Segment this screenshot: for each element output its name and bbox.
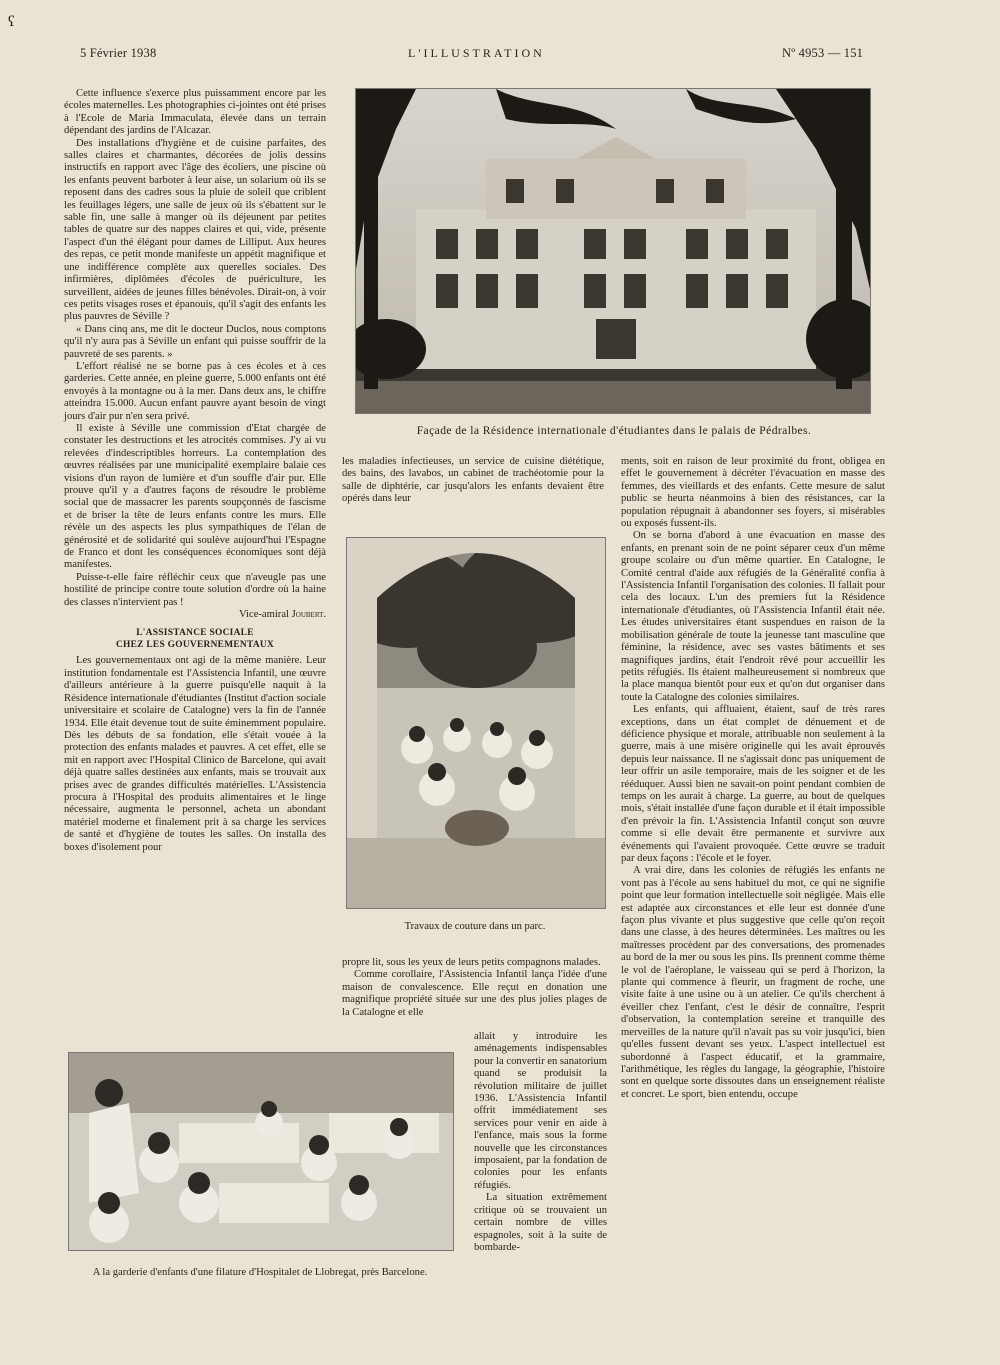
col1-paragraph: Cette influence s'exerce plus puissamment encore par les écoles maternelles. Les photographies ci-jointes ont été prises à l'Ecole de Maria Immaculata, élevée dans un terrain dépendant des jardins de l'Alcazar. [64, 88, 326, 137]
col2-paragraph: les maladies infectieuses, un service de cuisine diététique, des bains, des lavabos, un cabinet de trachéotomie pour la salle de diphtérie, car jusqu'alors les enfants devaient être opérés dans leur [342, 456, 604, 505]
residence-caption: Façade de la Résidence internationale d'étudiantes dans le palais de Pédralbes. [416, 424, 812, 437]
col2-paragraph: allait y introduire les aménagements indispensables pour la convertir en sanatorium quand se produisit la révolution militaire de juillet 1936. L'Assistencia Infantil offrit immédiatement ses services pour venir en aide à l'enfance, mais sous la forme nouvelle que les circonstances imposaient, par la fondation de colonies pour les enfants réfugiés. [474, 1031, 607, 1191]
header-date: 5 Février 1938 [80, 46, 157, 60]
col3-paragraph: A vrai dire, dans les colonies de réfugiés les enfants ne vont pas à l'école au sens habituel du mot, ce qui ne signifie point que leur formation intellectuelle soit négligée. Mais elle est adaptée aux circonstances et elle leur est donnée d'une façon plus vivante et plus suggestive que celle qu'on reçoit dans une classe, à des heures déterminées. Les maîtres ou les maîtresses procèdent par des conversations, des promenades au bord de la mer ou sous les pins. Ils prennent comme thème le vol de l'aéroplane, le vaisseau qui se perd à l'horizon, la plante qui commence à fleurir, un fragment de roche, une visite faite à une usine ou à un atelier. Ce qu'ils cherchent à éveiller chez l'enfant, c'est le désir de connaître, l'esprit d'observation, la contemplation sereine et tranquille des merveilles de la nature qu'il n'avait pas su voir jusqu'ici, bien qu'elles fussent devant ses yeux. L'aspect intellectuel est subordonné à l'aspect éducatif, et la grammaire, l'arithmétique, les règles du langage, la géographie, l'histoire sont en quelque sorte dissoutes dans un enseignement réaliste et concret. Le sport, bien entendu, occupe [621, 865, 885, 1100]
column-1 [64, 88, 326, 854]
col3-paragraph: ments, soit en raison de leur proximité du front, obligea en effet le gouvernement à décréter l'évacuation en masse des femmes, des vieillards et des enfants. Cette mesure de salut public se heurta néanmoins à bien des résistances, car la population répugnait à abandonner ses foyers, si misérables ou exposés fussent-ils. [621, 456, 885, 530]
column-3 [621, 456, 885, 1101]
col1-paragraph: Puisse-t-elle faire réfléchir ceux que n'aveugle pas une hostilité de principe contre toute solution d'ordre où la haine des classes n'intervient pas ! [64, 571, 326, 608]
col2-paragraph: propre lit, sous les yeux de leurs petits compagnons malades. [342, 957, 601, 968]
col1-paragraph: « Dans cinq ans, me dit le docteur Duclos, nous comptons qu'il n'y aura pas à Séville un enfant qui puisse souffrir de la pauvreté de ses parents. » [64, 323, 326, 360]
col1-paragraph: Il existe à Séville une commission d'Etat chargée de constater les destructions et les atrocités commises. J'y ai vu relevées d'indescriptibles horreurs. La contemplation des œuvres réalisées par une municipalité exemplaire balaie ces visions d'un rayon de lumière et d'un souffle d'air pur. Elle prouve qu'il y a d'autres façons de résoudre le problème social que de massacrer les parents soupçonnés de fascisme et de briser la tête de leurs enfants contre les murs. Elle révèle un des aspects les plus sympathiques de l'élan de générosité et de solidarité qui soulève aujourd'hui l'Espagne de Franco et dont les conséquences économiques sont déjà manifestes. [64, 422, 326, 571]
col1-paragraph: Les gouvernementaux ont agi de la même manière. Leur institution fondamentale est l'Assistencia Infantil, une œuvre d'ailleurs antérieure à la guerre puisqu'elle naquit à la Résidence internationale d'étudiantes (Institut d'action sociale universitaire et scolaire de Catalogne) vers la fin de l'année 1934. Elle était devenue tout de suite éminemment populaire. Dès les débuts de sa fondation, elle s'était vouée à la protection des enfants malades et pauvres. A cet effet, elle se mit en rapport avec l'Hospital Clinico de Barcelone, qui avait déjà quatre salles destinées aux enfants, mais se trouvait aux prises avec de grandes difficultés matérielles. L'Assistencia procura à l'Hospital des produits alimentaires et le linge nécessaire, augmenta le personnel, acheta un abondant matériel moderne et finalement prit à sa charge les services de santé et d'hygiène de toutes les salles. On installa des boxes d'isolement pour [64, 655, 326, 853]
column-2-top [342, 456, 604, 506]
nursery-photo [68, 1052, 454, 1251]
col1-paragraph: L'effort réalisé ne se borne pas à ces écoles et à ces garderies. Cette année, en pleine guerre, 5.000 enfants ont été envoyés à la montagne ou à la mer. Dans deux ans, le chiffre atteindra 15.000. Aucun enfant pauvre ayant besoin de vingt jours d'air pur n'en sera privé. [64, 360, 326, 422]
section-heading-line1: L'ASSISTANCE SOCIALE [136, 628, 254, 639]
col3-paragraph: Les enfants, qui affluaient, étaient, sauf de très rares exceptions, dans un état complet de dénuement et de déficience physique et morale, attribuable non seulement à la guerre, mais à une misère originelle qui les avait éprouvés depuis leur naissance. Il ne s'agissait donc pas uniquement de leur offrir un asile temporaire, mais de les soigner et de les rééduquer. Aussi bien ne savait-on point pendant combien de temps on les aurait à charge. La guerre, au bout de quelques mois, s'était installée d'une façon durable et il était impossible d'en prévoir la fin. L'Assistencia Infantil conçut son œuvre comme si elle devait être permanente et survivre aux événements qui l'avaient provoquée. Cette œuvre se traduit par deux façons : l'école et le foyer. [621, 704, 885, 864]
signature-title: Vice-amiral [239, 609, 292, 621]
residence-photo [355, 88, 871, 414]
col1-paragraph: Des installations d'hygiène et de cuisine parfaites, des salles claires et charmantes, décorées de jolis dessins instructifs en rapport avec l'âge des écoliers, une piscine où les enfants peuvent barboter à leur aise, un solarium où ils se reposent dans des cadres sous la pluie de soleil que criblent les feuillages légers, une salle de jeux où ils s'ébattent sur le sable fin, une salle à manger où ils déjeunent par petites tables de quatre sur des nappes claires et qui, vide, présente l'aspect d'un thé élégant pour dames de Lilliput. Aux heures des repas, ce petit monde manifeste un appétit magnifique et une indifférence complète aux querelles sociales. Des infirmières, diplômées d'écoles de puériculture, les surveillent, aidées de jeunes filles bénévoles. Dirait-on, à voir ces petits visages roses et épanouis, qu'il s'agit des enfants les plus pauvres de Séville ? [64, 137, 326, 323]
nursery-caption: A la garderie d'enfants d'une filature d'Hospitalet de Llobregat, près Barcelone. [92, 1267, 428, 1278]
header-magazine-title: L'ILLUSTRATION [408, 46, 545, 60]
column-2-narrow [474, 1031, 607, 1254]
signature [64, 609, 326, 621]
section-heading [64, 627, 326, 651]
header-issue: Nº 4953 — 151 [782, 46, 864, 60]
corner-mark: ʕ [8, 14, 15, 30]
section-heading-line2: CHEZ LES GOUVERNEMENTAUX [115, 640, 275, 651]
col3-paragraph: On se borna d'abord à une évacuation en masse des enfants, en prenant soin de ne point séparer ceux d'un même groupe scolaire ou d'un même quartier. En Catalogne, le Comité central d'aide aux réfugiés de la Généralité confia à l'Assistencia Infantil l'organisation des colonies. Il fallait pour cela des locaux. L'un des premiers fut la Résidence internationale d'étudiantes, où l'Assistencia Infantil était née. Les études universitaires étant suspendues en raison de la mobilisation générale de toute la jeunesse tant masculine que féminine, la résidence, avec ses vastes bâtiments et ses magnifiques jardins, était l'endroit rêvé pour accueillir les petits réfugiés. Ils étaient malheureusement si nombreux que la place manqua bientôt pour eux et qu'on dut organiser dans toute la Catalogne des colonies similaires. [621, 530, 885, 703]
sewing-photo [346, 537, 606, 909]
col2-paragraph: La situation extrêmement critique où se trouvaient un certain nombre de villes espagnoles, soit à la suite de bombarde- [474, 1192, 607, 1253]
sewing-caption: Travaux de couture dans un parc. [404, 921, 546, 932]
column-2-bottom [342, 957, 607, 1019]
col2-paragraph: Comme corollaire, l'Assistencia Infantil lança l'idée d'une maison de convalescence. Elle reçut en donation une magnifique propriété située sur une des plus jolies plages de la Catalogne et elle [342, 969, 607, 1018]
signature-name: Joubert. [291, 609, 326, 621]
